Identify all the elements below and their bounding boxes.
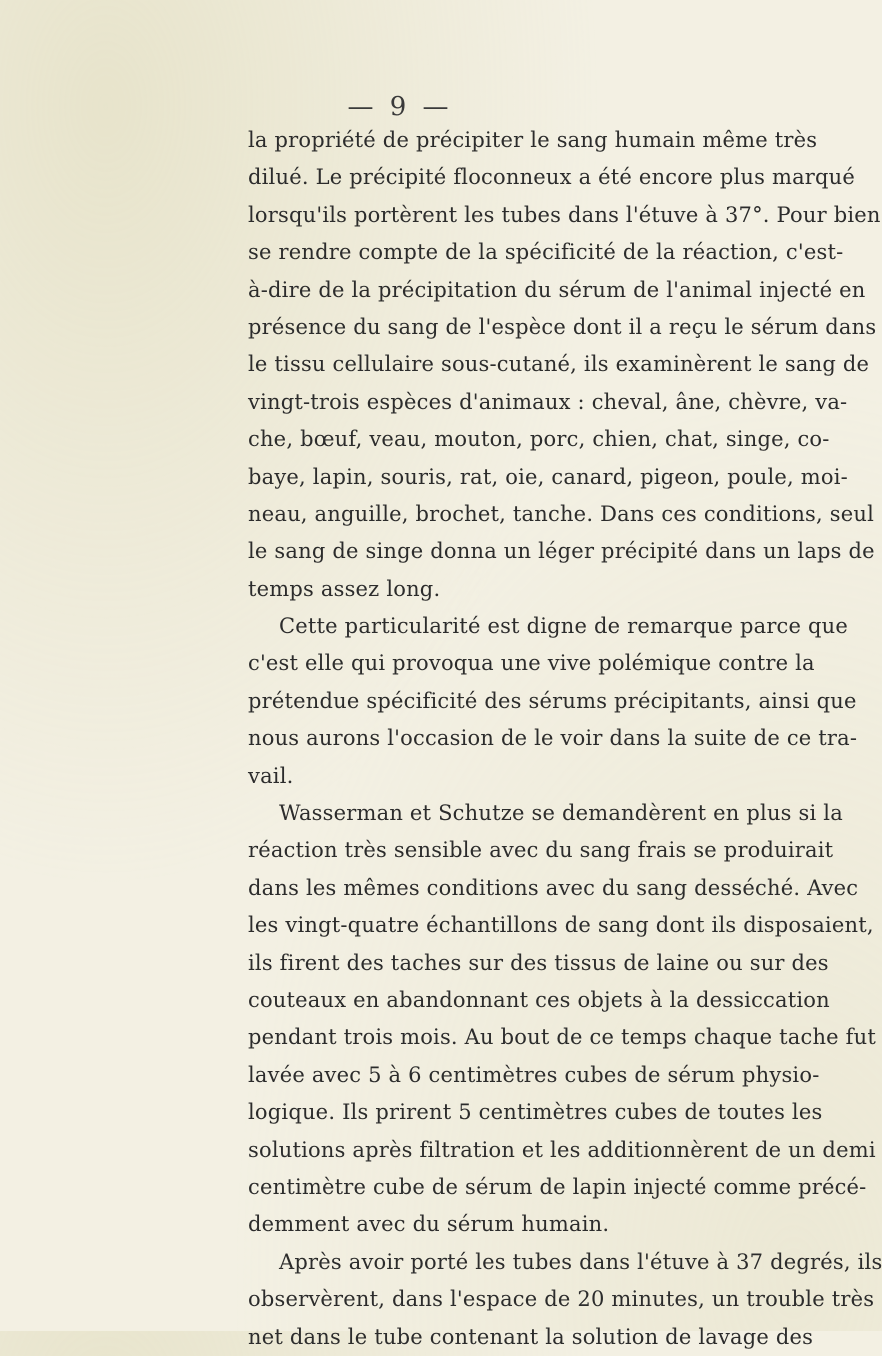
text-line: ils firent des taches sur des tissus de laine ou sur des: [248, 950, 829, 975]
text-line: les vingt-quatre échantillons de sang dont ils disposaient,: [248, 913, 874, 938]
text-line: présence du sang de l'espèce dont il a reçu le sérum dans: [248, 314, 877, 339]
text-line: réaction très sensible avec du sang frais se produirait: [248, 838, 834, 863]
text-line: Cette particularité est digne de remarque parce que: [279, 614, 849, 639]
text-line: net dans le tube contenant la solution de lavage des: [248, 1324, 814, 1349]
text-line: Wasserman et Schutze se demandèrent en plus si la: [279, 801, 843, 826]
paragraph: [248, 795, 877, 1244]
text-line: pendant trois mois. Au bout de ce temps chaque tache fut: [248, 1025, 877, 1050]
text-line: dilué. Le précipité floconneux a été encore plus marqué: [248, 165, 856, 190]
text-line: neau, anguille, brochet, tanche. Dans ces conditions, seul: [248, 501, 875, 526]
text-line: vail.: [248, 763, 294, 788]
body-text: [248, 122, 882, 1356]
text-line: dans les mêmes conditions avec du sang desséché. Avec: [248, 875, 859, 900]
text-line: centimètre cube de sérum de lapin injecté comme précé-: [248, 1174, 867, 1199]
text-line: logique. Ils prirent 5 centimètres cubes de toutes les: [248, 1100, 823, 1125]
paragraph: [248, 608, 858, 795]
text-line: vingt-trois espèces d'animaux : cheval, âne, chèvre, va-: [248, 389, 848, 414]
text-line: se rendre compte de la spécificité de la réaction, c'est-: [248, 240, 844, 265]
text-line: Après avoir porté les tubes dans l'étuve à 37 degrés, ils: [279, 1249, 882, 1274]
text-line: nous aurons l'occasion de le voir dans la suite de ce tra-: [248, 726, 858, 751]
paragraph: [248, 122, 881, 608]
text-line: lavée avec 5 à 6 centimètres cubes de sérum physio-: [248, 1062, 820, 1087]
text-line: couteaux en abandonnant ces objets à la dessiccation: [248, 987, 830, 1012]
text-line: à-dire de la précipitation du sérum de l'animal injecté en: [248, 277, 866, 302]
text-line: c'est elle qui provoqua une vive polémique contre la: [248, 651, 815, 676]
text-line: baye, lapin, souris, rat, oie, canard, pigeon, poule, moi-: [248, 464, 848, 489]
text-line: la propriété de précipiter le sang humain même très: [248, 128, 818, 152]
text-line: le sang de singe donna un léger précipité dans un laps de: [248, 539, 875, 564]
paragraph: [248, 1244, 882, 1356]
text-line: solutions après filtration et les additionnèrent de un demi: [248, 1137, 876, 1162]
text-line: demment avec du sérum humain.: [248, 1212, 610, 1237]
text-line: observèrent, dans l'espace de 20 minutes, un trouble très: [248, 1287, 875, 1312]
text-line: prétendue spécificité des sérums précipitants, ainsi que: [248, 688, 857, 713]
text-line: lorsqu'ils portèrent les tubes dans l'étuve à 37°. Pour bien: [248, 202, 881, 227]
text-line: temps assez long.: [248, 576, 441, 601]
text-line: le tissu cellulaire sous-cutané, ils examinèrent le sang de: [248, 352, 870, 377]
text-line: che, bœuf, veau, mouton, porc, chien, chat, singe, co-: [248, 427, 830, 452]
page-number: — 9 —: [347, 92, 453, 122]
